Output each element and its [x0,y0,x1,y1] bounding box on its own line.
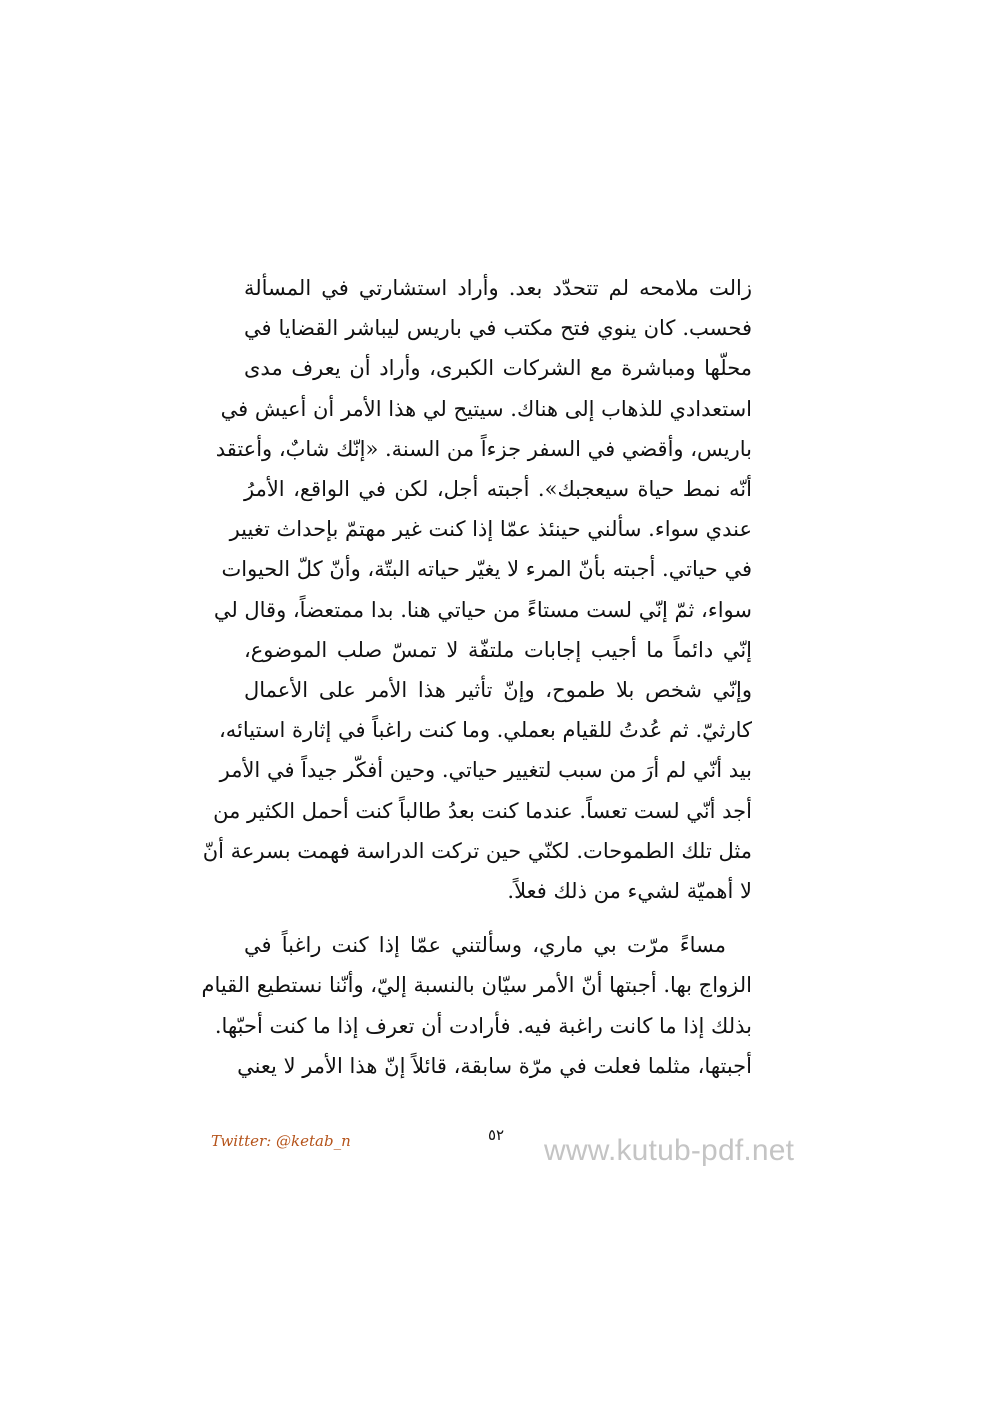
text-line: أجد أنّي لست تعساً. عندما كنت بعدُ طالباً كنت أحمل الكثير من [213,798,752,823]
text-line: لا أهميّة لشيء من ذلك فعلاً. [507,879,752,904]
text-line: إنّي دائماً ما أجيب إجابات ملتفّة لا تمسّ صلب الموضوع، [244,637,752,662]
text-line: مساءً مرّت بي ماري، وسألتني عمّا إذا كنت راغباً في [244,933,726,958]
text-line: زالت ملامحه لم تتحدّد بعد. وأراد استشارتي في المسألة [244,276,752,300]
text-line: في حياتي. أجبته بأنّ المرء لا يغيّر حياته البتّة، وأنّ كلّ الحيوات [221,557,752,582]
text-line: بذلك إذا ما كانت راغبة فيه. فأرادت أن تعرف إذا ما كنت أحبّها. [214,1013,752,1038]
text-line: كارثيّ. ثم عُدتُ للقيام بعملي. وما كنت راغباً في إثارة استيائه، [219,718,752,743]
page-body [201,268,752,1086]
twitter-handle: Twitter: @ketab_n [211,1132,351,1150]
text-line: أجبتها، مثلما فعلت في مرّة سابقة، قائلاً إنّ هذا الأمر لا يعني [237,1053,752,1078]
watermark-url: www.kutub-pdf.net [544,1134,795,1167]
text-line: وإنّي شخص بلا طموح، وإنّ تأثير هذا الأمر على الأعمال [244,678,752,703]
text-line: محلّها ومباشرة مع الشركات الكبرى، وأراد أن يعرف مدى [244,356,752,381]
page-number: ٥٢ [488,1126,505,1144]
text-line: مثل تلك الطموحات. لكنّي حين تركت الدراسة فهمت بسرعة أنّ [202,838,752,863]
text-line: سواء، ثمّ إنّي لست مستاءً من حياتي هنا. بدا ممتعضاً، وقال لي [213,597,752,622]
paragraph-2 [201,925,752,1086]
text-line: عندي سواء. سألني حينئذ عمّا إذا كنت غير مهتمّ بإحداث تغيير [229,517,752,542]
text-line: أنّه نمط حياة سيعجبك». أجبته أجل، لكن في الواقع، الأمرُ [244,477,752,502]
text-line: فحسب. كان ينوي فتح مكتب في باريس ليباشر القضايا في [244,316,752,341]
text-line: بيد أنّي لم أرَ من سبب لتغيير حياتي. وحين أفكّر جيداً في الأمر [219,758,752,783]
paragraph-1 [202,268,752,911]
text-line: الزواج بها. أجبتها أنّ الأمر سيّان بالنسبة إليّ، وأنّنا نستطيع القيام [201,973,752,998]
text-line: استعدادي للذهاب إلى هناك. سيتيح لي هذا الأمر أن أعيش في [220,396,752,421]
text-line: باريس، وأقضي في السفر جزءاً من السنة. «إنّك شابٌ، وأعتقد [215,436,752,461]
